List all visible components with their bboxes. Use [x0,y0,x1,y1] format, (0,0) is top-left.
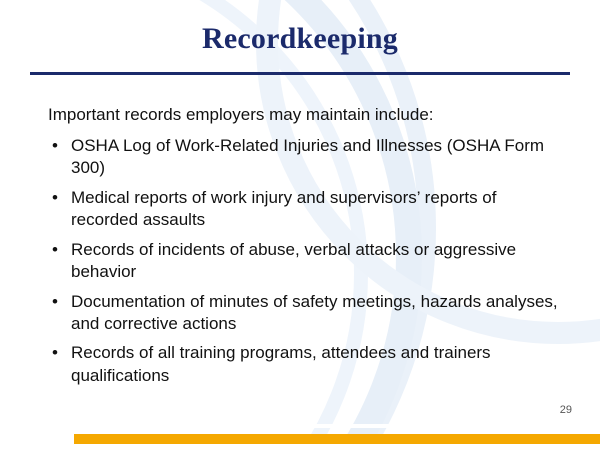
list-item [48,187,568,232]
slide-content [48,104,568,394]
footer-spacer [0,424,600,428]
list-item [48,135,568,180]
title-divider [30,72,570,75]
list-item-text: OSHA Log of Work-Related Injuries and Illnesses (OSHA Form 300) [71,135,545,178]
bullet-icon: • [52,239,58,259]
list-item-text: Records of all training programs, attendees and trainers qualifications [71,343,491,385]
slide-title: Recordkeeping [202,22,398,55]
list-item [48,239,568,284]
bullet-icon: • [52,343,58,363]
page-number: 29 [559,404,572,416]
list-item-text: Documentation of minutes of safety meetings, hazards analyses, and corrective actions [71,291,558,333]
footer-accent-cap [0,434,74,444]
bullet-list [48,135,568,387]
list-item-text: Medical reports of work injury and supervisors’ reports of recorded assaults [71,187,497,230]
intro-text: Important records employers may maintain include: [48,105,434,124]
bullet-icon: • [52,187,58,207]
bullet-icon: • [52,291,58,311]
footer-accent-bar [0,434,600,444]
list-item-text: Records of incidents of abuse, verbal attacks or aggressive behavior [71,239,517,282]
footer-base [0,444,600,450]
bullet-icon: • [52,135,58,155]
list-item [48,342,568,387]
list-item [48,291,568,336]
